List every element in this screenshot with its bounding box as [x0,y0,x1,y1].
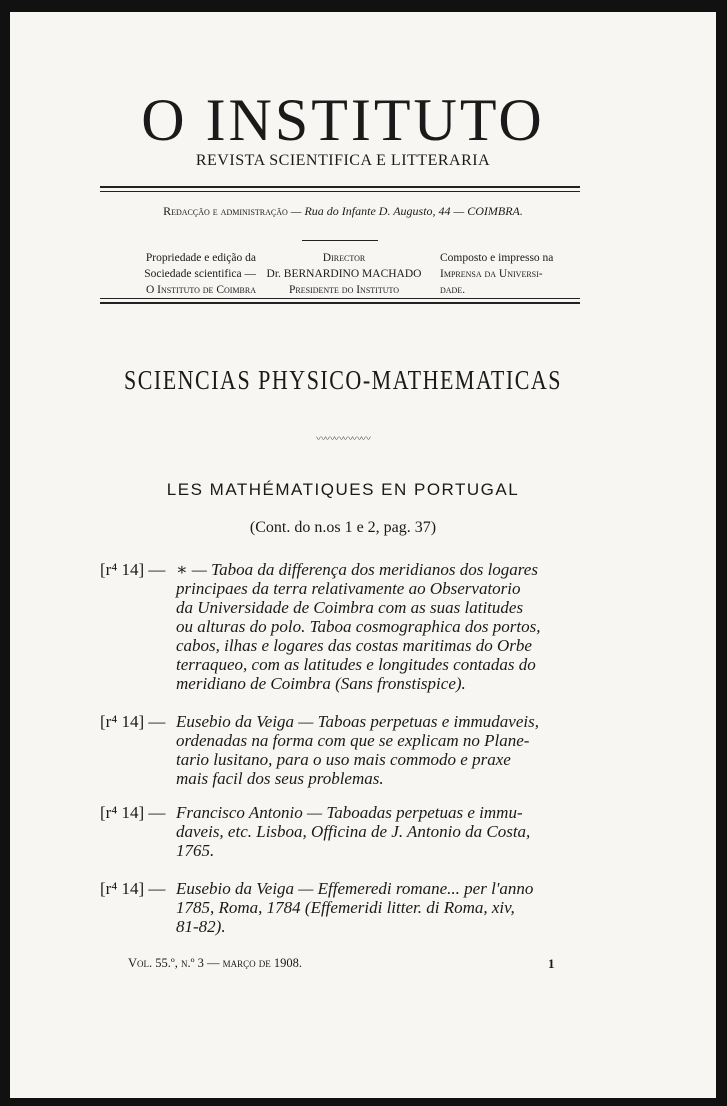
entry-ref: [r⁴ 14] — [100,879,166,898]
imprint-printer-line: Composto e impresso na [440,252,554,264]
entry-line: 1765. [176,841,215,860]
entry-line: cabos, ilhas e logares das costas maritimas do Orbe [176,636,532,655]
entry-ref: [r⁴ 14] — [100,560,166,579]
entry-line: Eusebio da Veiga — Effemeredi romane... per l'anno [176,879,534,898]
imprint-printer [440,250,600,298]
redaccao-line [10,204,676,219]
imprint-director-line: Presidente do Instituto [288,284,400,296]
entry-line: mais facil dos seus problemas. [176,769,384,788]
entry-line: terraqueo, com as latitudes e longitudes contadas do [176,655,536,674]
imprint-owner-line: Sociedade scientifica — [144,268,256,280]
article-title: LES MATHÉMATIQUES EN PORTUGAL [166,480,520,499]
masthead-rule-top [100,186,580,188]
masthead-rule-bottom-thin [100,298,580,299]
journal-page [10,12,716,1098]
entry-line: meridiano de Coimbra (Sans fronstispice). [176,674,466,693]
journal-title: O INSTITUTO [141,87,545,153]
bibliography-entry [100,803,578,860]
section-title: SCIENCIAS PHYSICO-MATHEMATICAS [124,363,562,395]
imprint-owner [96,250,256,298]
masthead-rule-top-thin [100,191,580,192]
entry-line: tario lusitano, para o uso mais commodo e praxe [176,750,511,769]
entry-ref: [r⁴ 14] — [100,803,166,822]
ornament-divider: 〰〰〰〰〰〰 [316,434,370,445]
imprint-director [250,250,438,298]
issue-footer: Vol. 55.º, n.º 3 — março de 1908. [128,956,303,970]
entry-line: daveis, etc. Lisboa, Officina de J. Antonio da Costa, [176,822,531,841]
masthead-rule-bottom [100,302,580,304]
short-divider [302,240,378,241]
imprint-printer-line: dade. [440,284,466,296]
imprint-printer-line: Imprensa da Universi- [440,268,543,280]
entry-line: da Universidade de Coimbra com as suas latitudes [176,598,524,617]
entry-line: Francisco Antonio — Taboadas perpetuas e immu- [176,803,523,822]
entry-line: Eusebio da Veiga — Taboas perpetuas e immudaveis, [176,712,539,731]
entry-line: ordenadas na forma com que se explicam no Plane- [176,731,530,750]
continuation-note: (Cont. do n.os 1 e 2, pag. 37) [249,519,437,536]
bibliography-entry [100,712,578,788]
journal-subtitle: REVISTA SCIENTIFICA E LITTERARIA [195,152,491,169]
entry-line: 1785, Roma, 1784 (Effemeridi litter. di Roma, xiv, [176,898,515,917]
entry-line: principaes da terra relativamente ao Observatorio [176,579,521,598]
imprint-owner-line: Propriedade e edição da [145,252,256,264]
redaccao-label: Redacção e administração [163,204,288,218]
imprint-director-line: Director [322,252,366,264]
page-number: 1 [548,956,555,971]
entry-line: ou alturas do polo. Taboa cosmographica dos portos, [176,617,541,636]
bibliography-entry [100,560,578,693]
imprint-director-line: Dr. BERNARDINO MACHADO [266,268,422,280]
redaccao-address: — Rua do Infante D. Augusto, 44 — COIMBRA. [290,204,523,218]
imprint-owner-line: O Instituto de Coimbra [145,284,256,296]
entry-line: 81-82). [176,917,226,936]
bibliography-entry [100,879,578,936]
entry-ref: [r⁴ 14] — [100,712,166,731]
entry-line: ∗ — Taboa da differença dos meridianos dos logares [176,560,538,579]
